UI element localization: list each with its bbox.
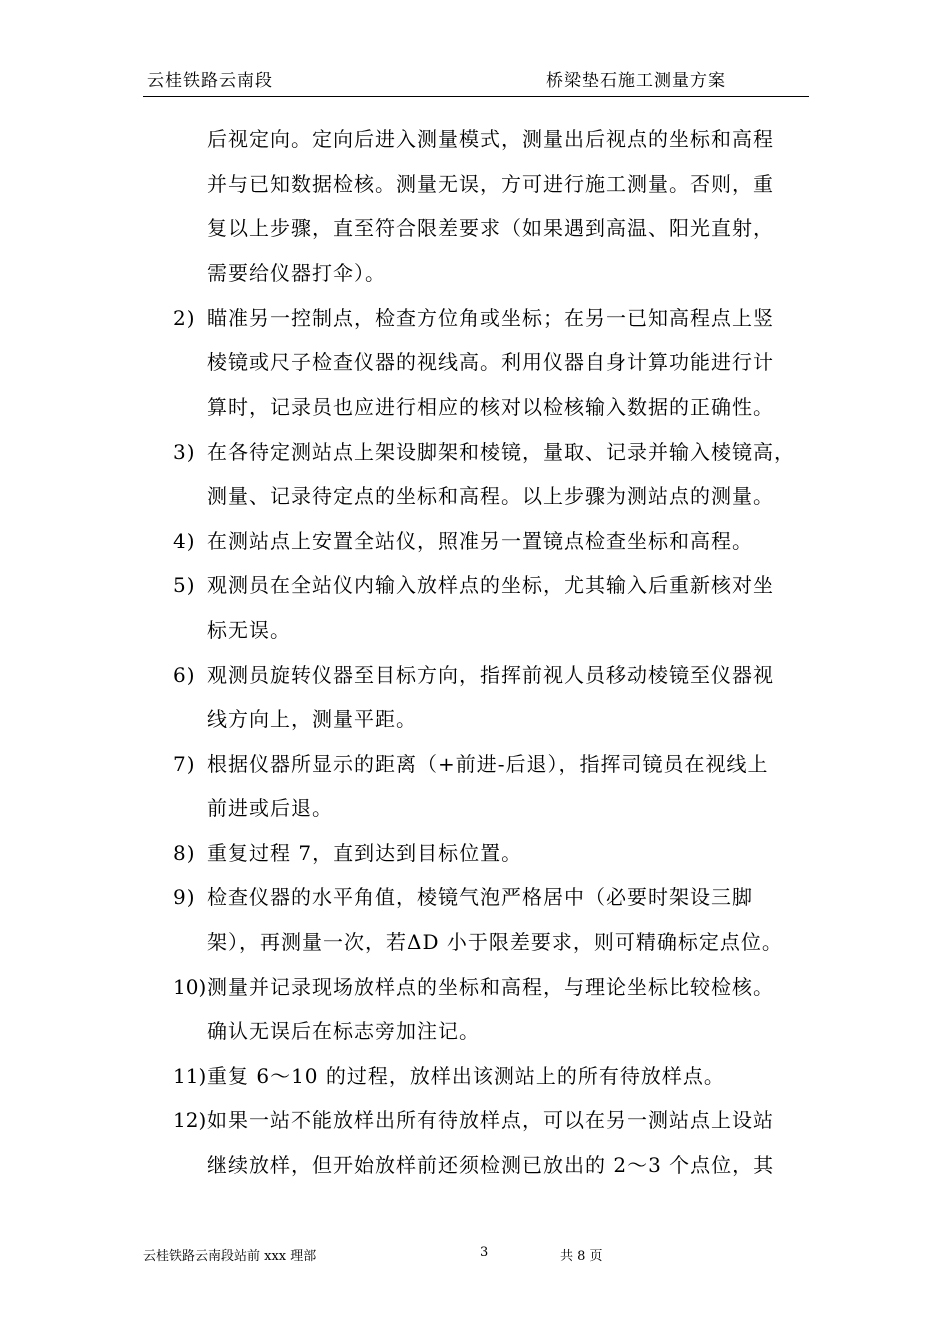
list-item-line: 测量并记录现场放样点的坐标和高程，与理论坐标比较检核。 [207,975,774,999]
list-item-line: 在各待定测站点上架设脚架和棱镜，量取、记录并输入棱镜高， [207,440,795,464]
paragraph-line: 复以上步骤，直至符合限差要求（如果遇到高温、阳光直射， [207,216,774,240]
list-item-number: 9) [173,885,196,909]
list-item-line: 重复过程 7，直到达到目标位置。 [207,841,523,865]
list-item-number: 5) [173,573,196,597]
list-item-line: 检查仪器的水平角值，棱镜气泡严格居中（必要时架设三脚 [207,885,753,909]
list-item-line: 重复 6～10 的过程，放样出该测站上的所有待放样点。 [207,1064,725,1088]
list-item-number: 6) [173,663,196,687]
list-item-line: 观测员旋转仪器至目标方向，指挥前视人员移动棱镜至仪器视 [207,663,774,687]
header-project-name: 云桂铁路云南段 [147,71,273,91]
list-item-number: 8) [173,841,196,865]
paragraph-line: 后视定向。定向后进入测量模式，测量出后视点的坐标和高程 [207,127,774,151]
list-item-line: 架），再测量一次，若ΔD 小于限差要求，则可精确标定点位。 [207,930,783,954]
paragraph-line: 并与已知数据检核。测量无误，方可进行施工测量。否则，重 [207,172,774,196]
list-item-number: 10) [173,975,207,999]
list-item-number: 4) [173,529,196,553]
list-item-line: 确认无误后在标志旁加注记。 [207,1019,480,1043]
list-item-number: 7) [173,752,196,776]
list-item-line: 瞄准另一控制点，检查方位角或坐标；在另一已知高程点上竖 [207,306,774,330]
list-item-line: 观测员在全站仪内输入放样点的坐标，尤其输入后重新核对坐 [207,573,774,597]
list-item-line: 棱镜或尺子检查仪器的视线高。利用仪器自身计算功能进行计 [207,350,774,374]
list-item-line: 标无误。 [207,618,291,642]
list-item-line: 继续放样，但开始放样前还须检测已放出的 2～3 个点位，其 [207,1153,775,1177]
list-item-line: 算时，记录员也应进行相应的核对以检核输入数据的正确性。 [207,395,774,419]
list-item-line: 测量、记录待定点的坐标和高程。以上步骤为测站点的测量。 [207,484,774,508]
footer-page-total: 共 8 页 [560,1249,603,1264]
list-item-number: 12) [173,1108,207,1132]
header-document-title: 桥梁垫石施工测量方案 [546,71,726,91]
list-item-line: 如果一站不能放样出所有待放样点，可以在另一测站点上设站 [207,1108,774,1132]
list-item-number: 11) [173,1064,207,1088]
list-item-line: 前进或后退。 [207,796,333,820]
list-item-line: 根据仪器所显示的距离（+前进-后退），指挥司镜员在视线上 [207,752,769,776]
footer-page-number: 3 [480,1245,489,1260]
list-item-number: 2) [173,306,196,330]
footer-department: 云桂铁路云南段站前 xxx 理部 [143,1249,317,1264]
list-item-number: 3) [173,440,196,464]
paragraph-line: 需要给仪器打伞）。 [207,261,386,285]
list-item-line: 线方向上，测量平距。 [207,707,417,731]
list-item-line: 在测站点上安置全站仪，照准另一置镜点检查坐标和高程。 [207,529,753,553]
